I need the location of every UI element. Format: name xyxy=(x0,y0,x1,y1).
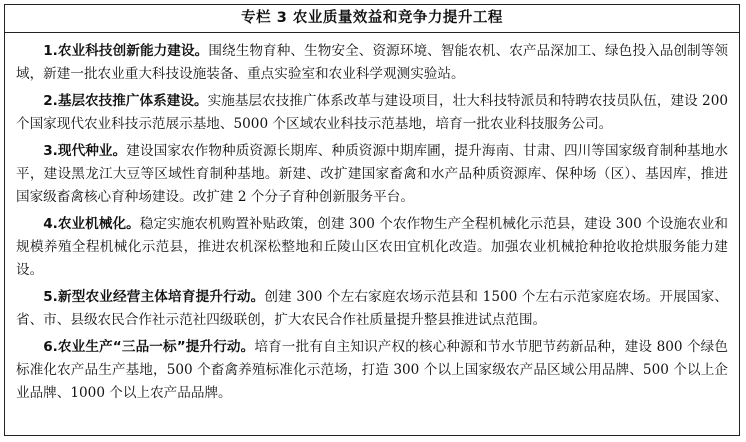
item-heading: 4.农业机械化。 xyxy=(43,216,140,232)
item-heading: 2.基层农技推广体系建设。 xyxy=(43,93,208,109)
item-grassroots-extension xyxy=(16,90,728,136)
item-body: 创建 300 个左右家庭农场示范县和 1500 个左右示范家庭农场。开展国家、省、市、县级农民合作社示范社四级联创，扩大农民合作社质量提升整县推进试点范围。 xyxy=(16,289,729,328)
item-mechanization xyxy=(16,213,728,282)
item-body: 培育一批有自主知识产权的核心种源和节水节肥节药新品种，建设 800 个绿色标准化农产品生产基地，500 个畜禽养殖标准化示范场，打造 300 个以上国家级农产品区域公用品牌、500 个以上企业品牌、1000 个以上农产品品牌。 xyxy=(16,339,728,401)
item-three-products-one-label xyxy=(16,336,728,405)
panel-title: 专栏 3 农业质量效益和竞争力提升工程 xyxy=(5,5,739,33)
item-body: 实施基层农技推广体系改革与建设项目，壮大科技特派员和特聘农技员队伍，建设 200 个国家现代农业科技示范展示基地、5000 个区域农业科技示范基地，培育一批农业科技服务公司。 xyxy=(16,93,729,132)
panel-content xyxy=(5,33,739,405)
item-heading: 1.农业科技创新能力建设。 xyxy=(43,43,209,59)
item-modern-seed-industry xyxy=(16,140,728,209)
item-agri-tech-innovation xyxy=(16,40,728,86)
item-heading: 3.现代种业。 xyxy=(43,143,127,159)
item-heading: 6.农业生产“三品一标”提升行动。 xyxy=(43,339,255,355)
item-new-operators xyxy=(16,286,728,332)
project-box xyxy=(4,4,740,436)
item-body: 稳定实施农机购置补贴政策，创建 300 个农作物生产全程机械化示范县，建设 300 个设施农业和规模养殖全程机械化示范县，推进农机深松整地和丘陵山区农田宜机化改造。加强农业机械抢种抢收抢烘服务能力建设。 xyxy=(16,216,728,278)
item-body: 建设国家农作物种质资源长期库、种质资源中期库圃，提升海南、甘肃、四川等国家级育制种基地水平，建设黑龙江大豆等区域性育制种基地。新建、改扩建国家畜禽和水产品种质资源库、保种场（区）、基因库，推进国家级畜禽核心育种场建设。改扩建 2 个分子育种创新服务平台。 xyxy=(16,143,728,205)
item-body: 围绕生物育种、生物安全、资源环境、智能农机、农产品深加工、绿色投入品创制等领域，新建一批农业重大科技设施装备、重点实验室和农业科学观测实验站。 xyxy=(16,43,728,82)
item-heading: 5.新型农业经营主体培育提升行动。 xyxy=(43,289,265,305)
